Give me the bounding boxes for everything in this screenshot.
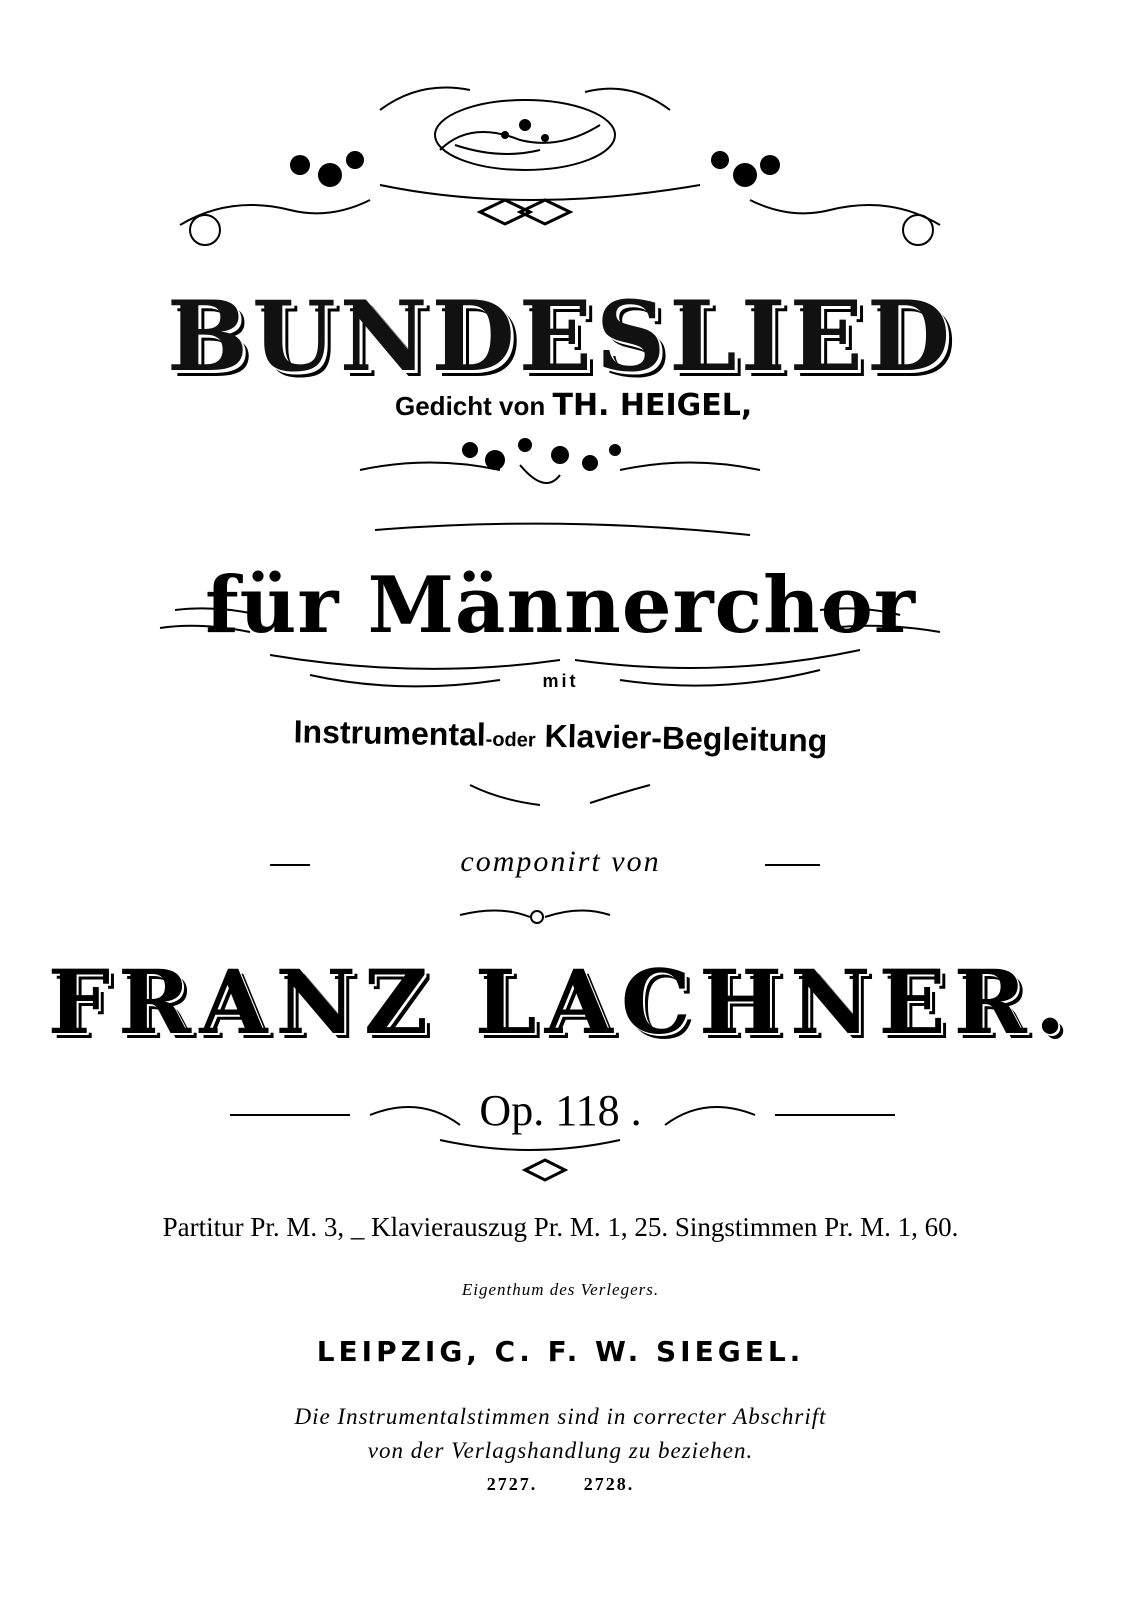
poet-name: TH. HEIGEL, — [552, 388, 753, 423]
composed-by: componirt von — [460, 845, 661, 878]
accompaniment-klavier: Klavier-Begleitung — [544, 717, 828, 759]
divider-right — [765, 864, 820, 866]
clasped-hands-icon — [0, 0, 1121, 260]
accompaniment-line — [0, 708, 1121, 765]
publisher: LEIPZIG, C. F. W. SIEGEL. — [316, 1335, 805, 1368]
diamond-ornament-icon — [525, 1160, 565, 1180]
scoring-main: für Männerchor — [205, 560, 916, 651]
diamond-ornament-icon — [480, 200, 570, 224]
parts-note-line2: von der Verlagshandlung zu beziehen. — [367, 1438, 754, 1463]
scoring-with: mit — [542, 671, 579, 691]
flower-ornament-icon — [0, 895, 1121, 945]
wave-flourish-icon — [0, 1090, 1121, 1200]
work-title: BUNDESLIED — [166, 280, 955, 393]
plate-numbers: 2727. 2728. — [486, 1474, 635, 1494]
composer-name: FRANZ LACHNER. — [47, 950, 1074, 1054]
rights-note: Eigenthum des Verlegers. — [461, 1280, 660, 1299]
wave-flourish-icon — [0, 775, 1121, 835]
flower-ornament-icon — [0, 425, 1121, 505]
poet-credit — [395, 388, 755, 423]
parts-note-line1: Die Instrumentalstimmen sind in correcter Abschrift — [294, 1404, 827, 1429]
accompaniment-oder: -oder — [485, 728, 536, 752]
opus-number: Op. 118 . — [479, 1086, 642, 1135]
price-list: Partitur Pr. M. 3, _ Klavierauszug Pr. M. 1, 25. Singstimmen Pr. M. 1, 60. — [162, 1212, 959, 1242]
accompaniment-instrumental: Instrumental — [293, 713, 487, 753]
poet-prefix: Gedicht von — [395, 391, 546, 421]
